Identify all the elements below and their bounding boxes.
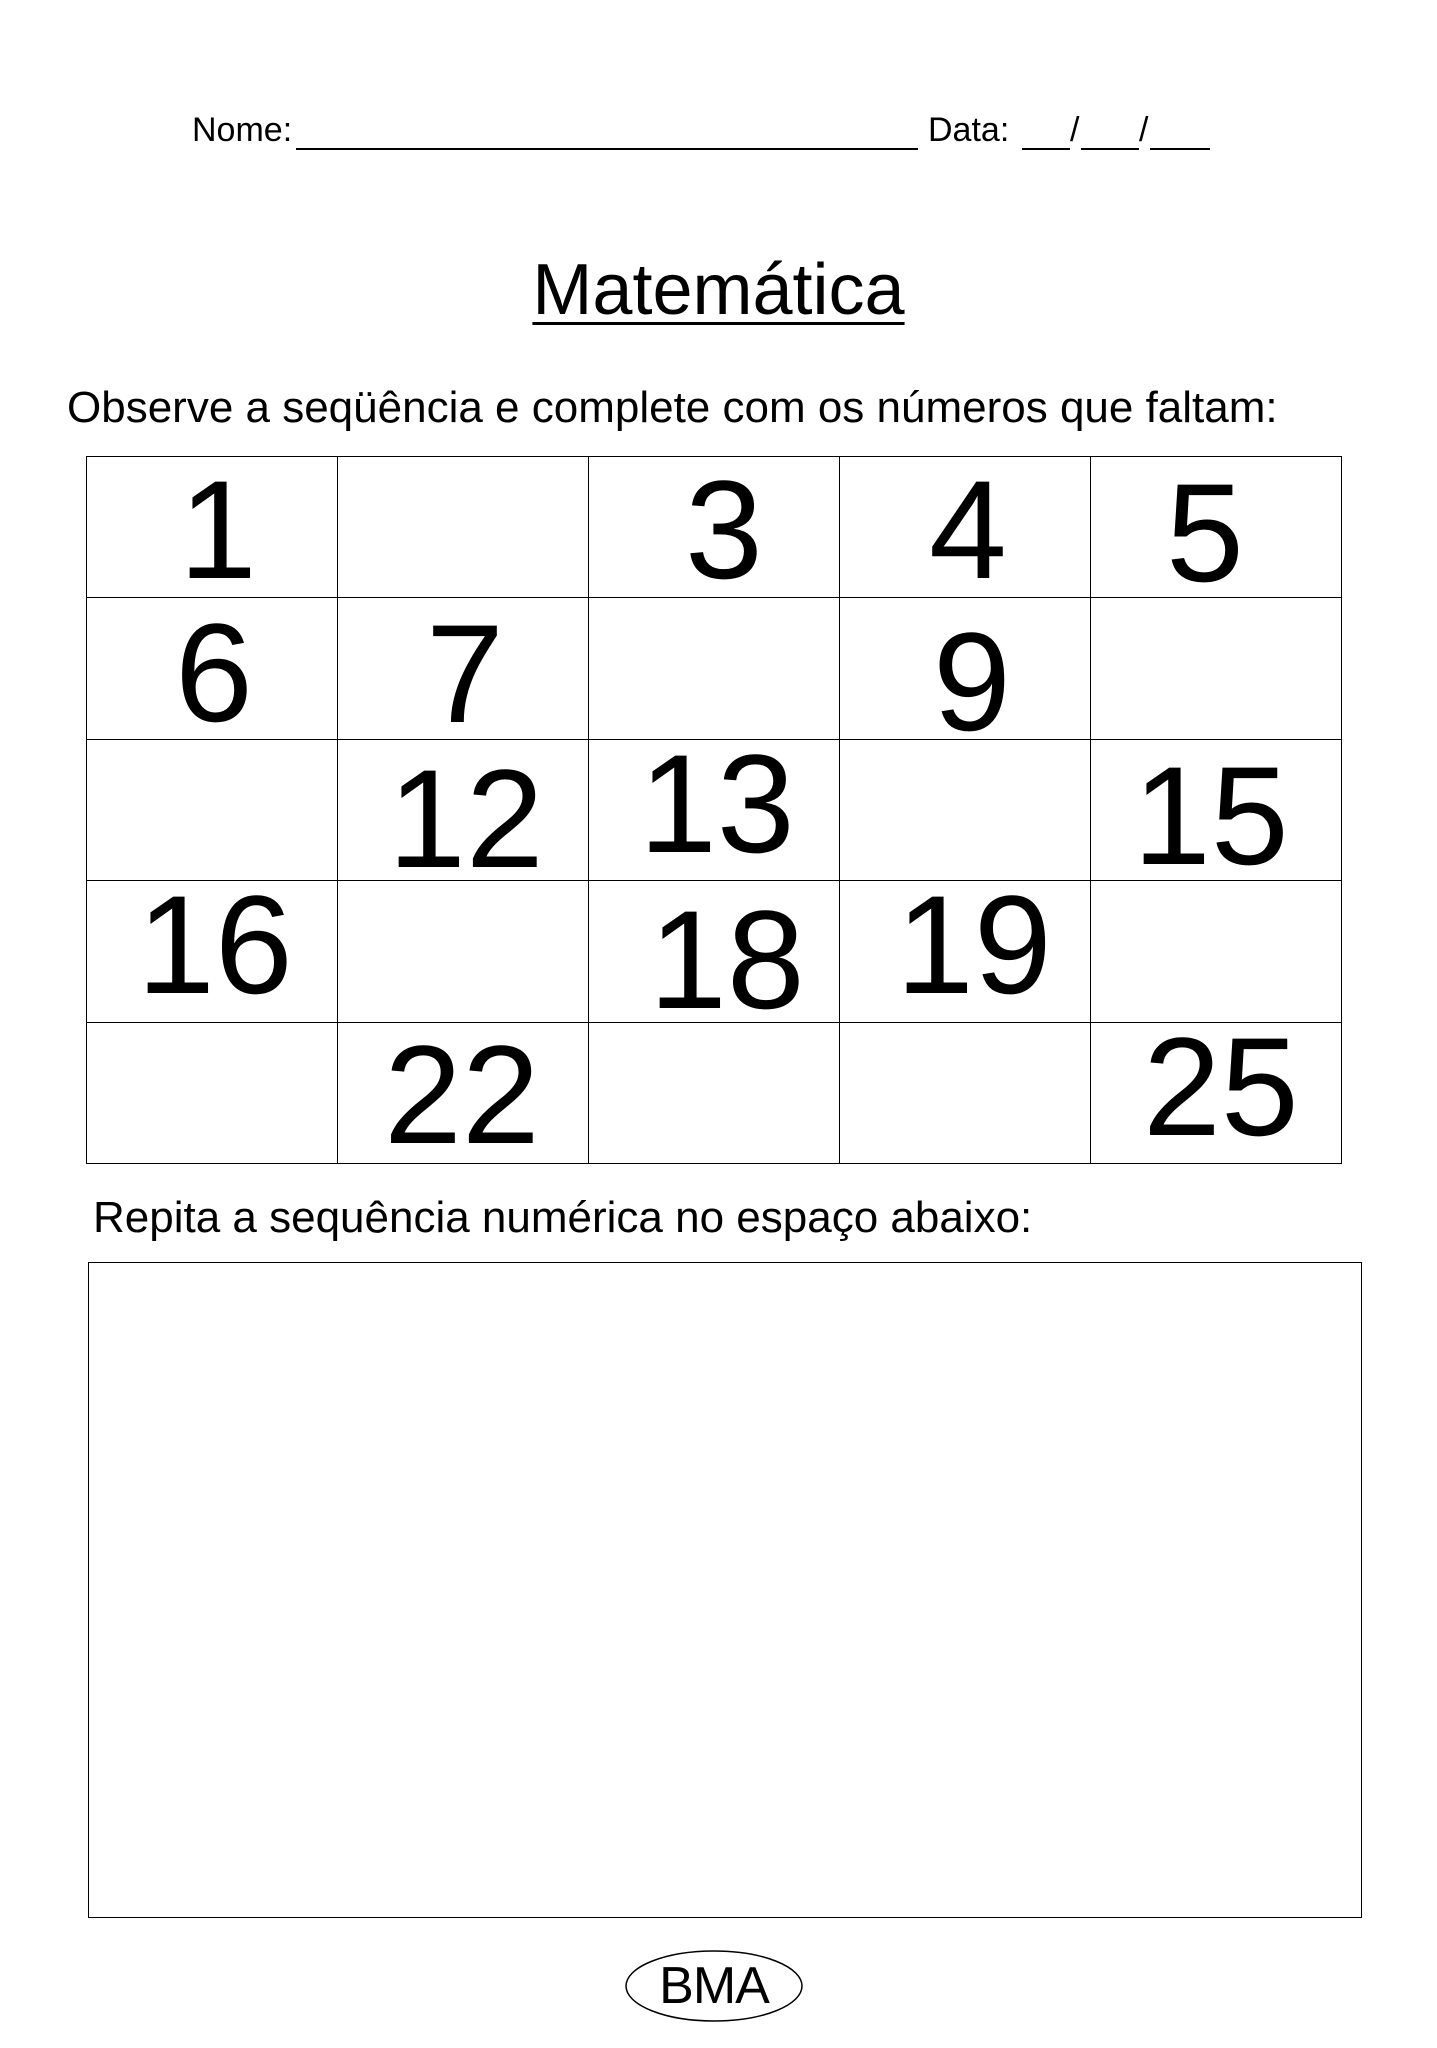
grid-row	[87, 457, 1342, 598]
grid-cell	[338, 1015, 589, 1173]
header-fields	[192, 108, 1252, 152]
grid-cell-empty[interactable]	[840, 739, 1091, 880]
grid-cell-empty[interactable]	[87, 739, 338, 880]
grid-cell-empty[interactable]	[1091, 881, 1342, 1022]
grid-number: 22	[384, 1015, 540, 1173]
number-sequence-grid	[86, 451, 1342, 1173]
grid-number: 1	[179, 451, 257, 608]
grid-number: 3	[685, 451, 763, 608]
page-title	[0, 248, 1437, 332]
grid-cell	[840, 598, 1091, 761]
logo-text: BMA	[659, 1957, 769, 2015]
grid-cell	[87, 594, 338, 752]
instruction-complete-sequence: Observe a seqüência e complete com os números que faltam:	[67, 383, 1278, 432]
grid-number: 18	[649, 881, 805, 1039]
grid-row	[87, 881, 1342, 1022]
date-label: Data:	[928, 111, 1010, 149]
grid-cell	[589, 451, 840, 608]
grid-cell-empty[interactable]	[589, 1022, 840, 1163]
grid-cell	[1091, 736, 1342, 894]
grid-cell	[1091, 1007, 1342, 1165]
date-separator-2: /	[1139, 111, 1149, 149]
grid-number: 12	[388, 739, 544, 897]
grid-number: 13	[639, 724, 795, 882]
bma-logo	[624, 1949, 804, 2023]
grid-cell-empty[interactable]	[338, 457, 589, 598]
grid-number: 6	[175, 594, 253, 752]
date-separator-1: /	[1070, 111, 1080, 149]
grid-number: 15	[1133, 736, 1289, 894]
grid-cell	[87, 866, 338, 1024]
grid-number: 16	[137, 866, 293, 1024]
date-year-line[interactable]	[1150, 148, 1210, 150]
instruction-repeat-sequence: Repita a sequência numérica no espaço abaixo:	[93, 1193, 1033, 1242]
grid-number: 9	[933, 603, 1011, 761]
grid-cell	[87, 451, 338, 608]
grid-number: 4	[929, 451, 1007, 608]
grid-cell	[840, 866, 1091, 1024]
grid-cell-empty[interactable]	[840, 1022, 1091, 1163]
grid-cell-empty[interactable]	[338, 881, 589, 1022]
title-text: Matemática	[532, 250, 905, 330]
grid-row	[87, 1022, 1342, 1163]
grid-cell	[338, 595, 589, 753]
grid-number: 5	[1166, 454, 1244, 611]
grid-cell	[840, 451, 1091, 608]
grid-cell-empty[interactable]	[589, 598, 840, 739]
grid-cell	[1091, 454, 1342, 611]
grid-cell	[338, 739, 589, 897]
date-month-line[interactable]	[1081, 148, 1139, 150]
grid-row	[87, 739, 1342, 880]
grid-number: 7	[426, 595, 504, 753]
grid-number: 19	[896, 866, 1052, 1024]
answer-writing-box[interactable]	[88, 1262, 1362, 1918]
grid-number: 25	[1143, 1007, 1299, 1165]
grid-cell	[589, 724, 840, 882]
grid-row	[87, 598, 1342, 739]
date-day-line[interactable]	[1022, 148, 1070, 150]
name-label: Nome:	[192, 111, 293, 149]
grid-cell	[589, 881, 840, 1039]
grid-cell-empty[interactable]	[1091, 598, 1342, 739]
name-field-line[interactable]	[296, 148, 918, 150]
grid-cell-empty[interactable]	[87, 1022, 338, 1163]
